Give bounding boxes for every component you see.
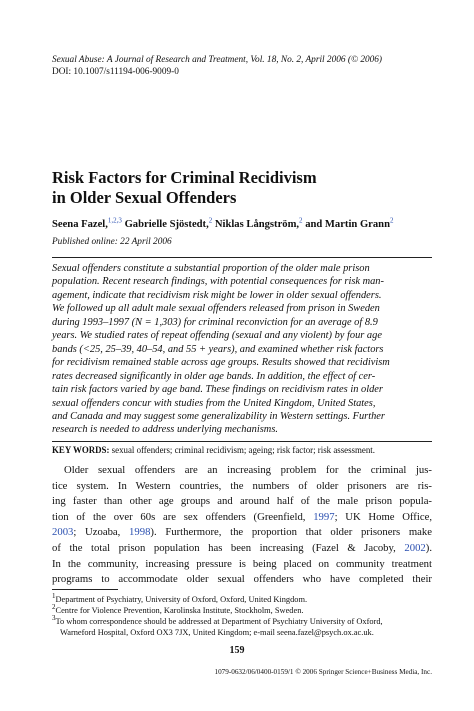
author-affiliation-marker[interactable]: 2	[208, 216, 213, 225]
abstract-line: rates decreased significantly in older age bands. In addition, the effect of cer-	[52, 370, 376, 382]
footnote-1: $^1$Department of Psychiatry, University of Oxford, Oxford, United Kingdom.	[52, 592, 308, 604]
body-line: of the total prison population has been increasing (Fazel & Jacoby, 2002).	[52, 541, 432, 554]
abstract-line: during 1993–1997 (N = 1,303) for criminal reconviction for an average of 8.9	[52, 316, 378, 328]
abstract-line: tain risk factors varied by age band. These findings on recidivism rates in older	[52, 384, 383, 396]
article-title	[52, 168, 432, 208]
author-affiliation-marker[interactable]: 2	[389, 216, 394, 225]
author-affiliation-marker[interactable]: 1,2,3	[107, 216, 122, 225]
footnote-2: $^2$Centre for Violence Prevention, Karolinska Institute, Stockholm, Sweden.	[52, 603, 304, 615]
abstract-line: bands (<25, 25–39, 40–54, and 55 + years), and examined whether risk factors	[52, 343, 384, 355]
keywords-label: KEY WORDS:	[52, 445, 110, 455]
body-line: tice system. In Western countries, the numbers of older prisoners are ris-	[52, 479, 432, 492]
page-number: 159	[229, 645, 245, 656]
body-line: programs to accommodate older sexual offenders who have completed their	[52, 573, 432, 586]
abstract-line: agement, indicate that recidivism risk might be lower in older sexual offenders.	[52, 289, 382, 301]
abstract-line: and Canada and may suggest some generalizability in Western settings. Further	[52, 410, 385, 422]
abstract-top-rule	[52, 257, 432, 258]
author-affiliation-marker[interactable]: 2	[299, 216, 303, 225]
abstract	[52, 262, 432, 437]
keywords-list: sexual offenders; criminal recidivism; ageing; risk factor; risk assessment.	[111, 445, 375, 455]
journal-citation: Sexual Abuse: A Journal of Research and Treatment, Vol. 18, No. 2, April 2006 (© 2006)	[52, 55, 383, 65]
keywords	[52, 445, 432, 455]
body-line: ing faster than other age groups and around half of the male prison popula-	[52, 495, 432, 508]
copyright-line: 1079-0632/06/0400-0159/1 © 2006 Springer Science+Business Media, Inc.	[214, 668, 432, 676]
footnote-rule	[52, 589, 118, 590]
author-name: and Martin Grann	[305, 219, 390, 230]
footnote-3-continued: Warneford Hospital, Oxford OX3 7JX, United Kingdom; e-mail seena.fazel@psych.ox.ac.uk.	[60, 628, 374, 637]
title-line-1: Risk Factors for Criminal Recidivism	[52, 168, 317, 187]
citation-link[interactable]: 2002	[404, 541, 426, 554]
author-name: Niklas Långström,	[214, 219, 300, 230]
abstract-line: Sexual offenders constitute a substantial proportion of the older male prison	[52, 263, 370, 274]
abstract-line: sexual offenders concur with studies from the United Kingdom, United States,	[52, 397, 376, 409]
title-line-2: in Older Sexual Offenders	[52, 188, 237, 207]
author-list	[52, 216, 452, 230]
author-name: Seena Fazel,	[52, 219, 108, 230]
abstract-line: research is needed to address underlying mechanisms.	[52, 424, 278, 436]
abstract-line: years. We studied rates of repeat offending (sexual and any violent) by four age	[52, 330, 382, 342]
citation-link[interactable]: 1997	[313, 510, 335, 523]
doi: DOI: 10.1007/s11194-006-9009-0	[52, 67, 179, 77]
footnote-3: $^3$To whom correspondence should be addressed at Department of Psychiatry University of Oxford,	[52, 614, 383, 626]
body-line: In the community, increasing pressure is being placed on community treatment	[52, 557, 432, 570]
journal-header	[52, 54, 432, 78]
body-text	[52, 463, 432, 588]
body-line: 2003; Uzoaba, 1998). Furthermore, the proportion that older prisoners make	[52, 526, 433, 539]
author-name: Gabrielle Sjöstedt,	[124, 219, 209, 230]
abstract-line: population. Recent research findings, with potential consequences for risk man-	[52, 276, 384, 288]
body-line: Older sexual offenders are an increasing problem for the criminal jus-	[64, 464, 432, 476]
citation-link[interactable]: 2003	[52, 526, 74, 539]
abstract-line: for recidivism remained stable across age groups. Results showed that recidivism	[52, 357, 390, 369]
abstract-bottom-rule	[52, 441, 432, 442]
body-line: tion of the over 60s are sex offenders (Greenfield, 1997; UK Home Office,	[52, 510, 432, 523]
published-online: Published online: 22 April 2006	[52, 237, 172, 247]
citation-link[interactable]: 1998	[129, 526, 151, 539]
abstract-line: We followed up all adult male sexual offenders released from prison in Sweden	[52, 303, 380, 315]
